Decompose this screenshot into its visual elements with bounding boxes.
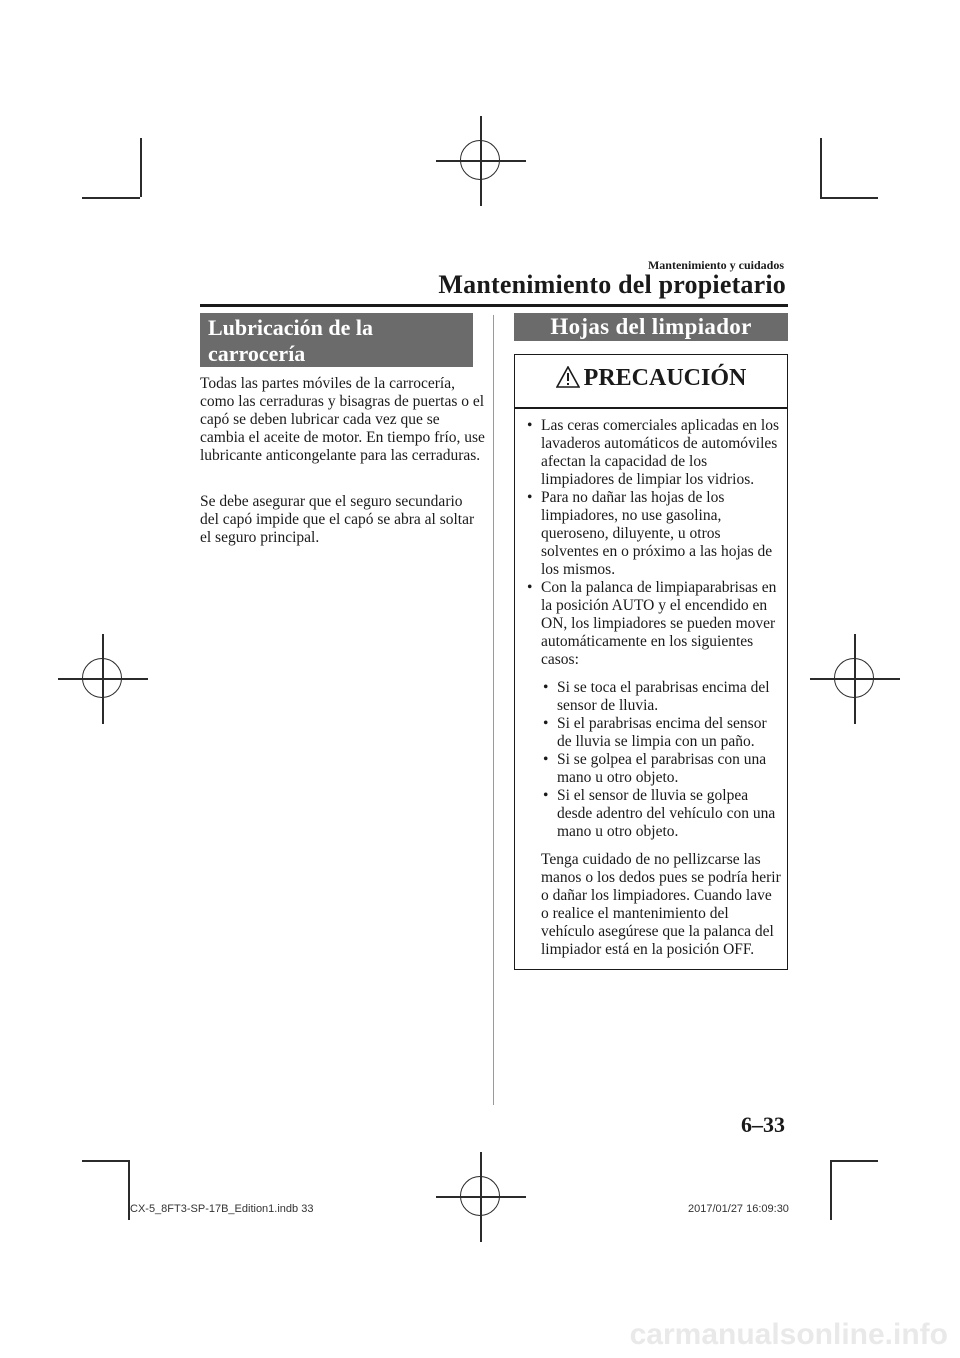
- lubrication-paragraph-2: Se debe asegurar que el seguro secundario del capó impide que el capó se abra al soltar el seguro principal.: [200, 493, 475, 546]
- lubrication-paragraph-1: Todas las partes móviles de la carrocería, como las cerraduras y bisagras de puertas o el capó se deben lubricar cada vez que se cambia el aceite de motor. En tiempo frío, use lubricante anticongelante para las cerraduras.: [200, 375, 485, 464]
- footer-timestamp: 2017/01/27 16:09:30: [688, 1203, 789, 1215]
- caution-header: [515, 365, 787, 392]
- caution-subitem: • Si se golpea el parabrisas con una mano u otro objeto.: [543, 751, 767, 786]
- wiper-heading: Hojas del limpiador: [514, 313, 788, 341]
- lubrication-heading-line2: carrocería: [208, 341, 306, 366]
- crop-mark: [830, 1160, 832, 1220]
- watermark: carmanualsonline.info: [629, 1318, 948, 1351]
- chapter-title: Mantenimiento y cuidados: [647, 258, 784, 272]
- crop-mark: [820, 197, 878, 199]
- crop-mark: [820, 138, 822, 197]
- column-divider: [493, 315, 494, 1105]
- registration-mark-icon: [436, 116, 526, 206]
- caution-note: Tenga cuidado de no pellizcarse las manos o los dedos pues se podría herir o dañar los limpiadores. Cuando lave o realice el mantenimiento del vehículo asegúrese que la palanca del limpiador está en la posición OFF.: [541, 851, 781, 958]
- lubrication-heading: [200, 313, 473, 367]
- caution-body: [525, 417, 781, 975]
- registration-mark-icon: [810, 634, 900, 724]
- crop-mark: [82, 1160, 130, 1162]
- caution-item: • Con la palanca de limpiaparabrisas en la posición AUTO y el encendido en ON, los limpiadores se pueden mover automáticamente en los siguientes casos:: [527, 579, 777, 668]
- crop-mark: [830, 1160, 878, 1162]
- crop-mark: [140, 138, 142, 197]
- caution-subitem: • Si el sensor de lluvia se golpea desde adentro del vehículo con una mano u otro objeto.: [543, 787, 776, 840]
- caution-item: • Para no dañar las hojas de los limpiadores, no use gasolina, queroseno, diluyente, u otros solventes en o próximo a las hojas de los mismos.: [527, 489, 773, 578]
- crop-mark: [82, 197, 140, 199]
- footer-file: CX-5_8FT3-SP-17B_Edition1.indb 33: [130, 1203, 314, 1215]
- page-number: 6–33: [741, 1112, 785, 1137]
- caution-divider: [515, 407, 787, 409]
- caution-label: PRECAUCIÓN: [583, 365, 747, 391]
- registration-mark-icon: [58, 634, 148, 724]
- caution-subitem: • Si se toca el parabrisas encima del sensor de lluvia.: [543, 679, 770, 714]
- header-rule: [200, 304, 788, 307]
- section-title: Mantenimiento del propietario: [438, 270, 786, 299]
- warning-triangle-icon: [556, 366, 580, 388]
- caution-subitems: [525, 679, 781, 841]
- caution-item: • Las ceras comerciales aplicadas en los lavaderos automáticos de automóviles afectan la capacidad de los limpiadores de limpiar los vidrios.: [527, 417, 779, 488]
- lubrication-heading-line1: Lubricación de la: [208, 315, 374, 340]
- registration-mark-icon: [436, 1152, 526, 1242]
- caution-subitem: • Si el parabrisas encima del sensor de lluvia se limpia con un paño.: [543, 715, 767, 750]
- caution-box: [514, 354, 788, 970]
